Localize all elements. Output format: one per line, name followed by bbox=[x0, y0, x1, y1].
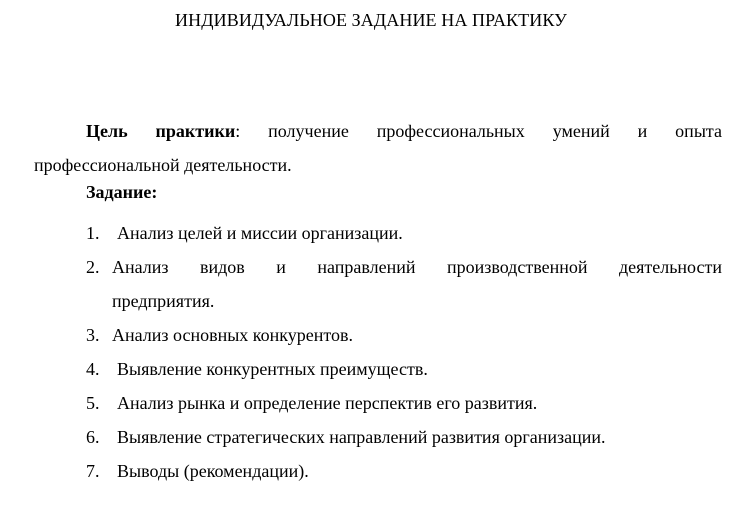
list-item-number: 6. bbox=[86, 427, 100, 447]
goal-label: Цель практики bbox=[86, 121, 236, 141]
goal-text: : получение профессиональных умений и опыта профессиональной деятельности. bbox=[34, 121, 722, 175]
list-item-number: 7. bbox=[86, 461, 100, 481]
task-heading: Задание: bbox=[86, 182, 158, 202]
list-item-text: Анализ видов и направлений производственной деятельности bbox=[112, 257, 722, 277]
list-item bbox=[86, 386, 722, 420]
list-item-number: 4. bbox=[86, 359, 100, 379]
list-item bbox=[86, 216, 722, 250]
list-item-text: Анализ рынка и определение перспектив его развития. bbox=[117, 393, 538, 413]
list-item-text: Анализ целей и миссии организации. bbox=[117, 223, 403, 243]
list-item-number: 2. bbox=[86, 257, 100, 277]
list-item-number: 1. bbox=[86, 223, 100, 243]
goal-paragraph bbox=[34, 114, 722, 182]
list-item bbox=[86, 352, 722, 386]
list-item bbox=[86, 420, 722, 454]
list-item bbox=[86, 454, 722, 488]
list-item-number: 3. bbox=[86, 325, 100, 345]
list-item-number: 5. bbox=[86, 393, 100, 413]
list-item-text: Выводы (рекомендации). bbox=[117, 461, 309, 481]
task-list bbox=[86, 216, 722, 488]
list-item-text: Выявление стратегических направлений развития организации. bbox=[117, 427, 606, 447]
document-title: ИНДИВИДУАЛЬНОЕ ЗАДАНИЕ НА ПРАКТИКУ bbox=[175, 10, 567, 30]
list-item-text: Анализ основных конкурентов. bbox=[112, 325, 354, 345]
list-item bbox=[86, 250, 722, 318]
list-item bbox=[86, 318, 722, 352]
list-item-text: Выявление конкурентных преимуществ. bbox=[117, 359, 428, 379]
list-item-text-continued: предприятия. bbox=[112, 291, 215, 311]
